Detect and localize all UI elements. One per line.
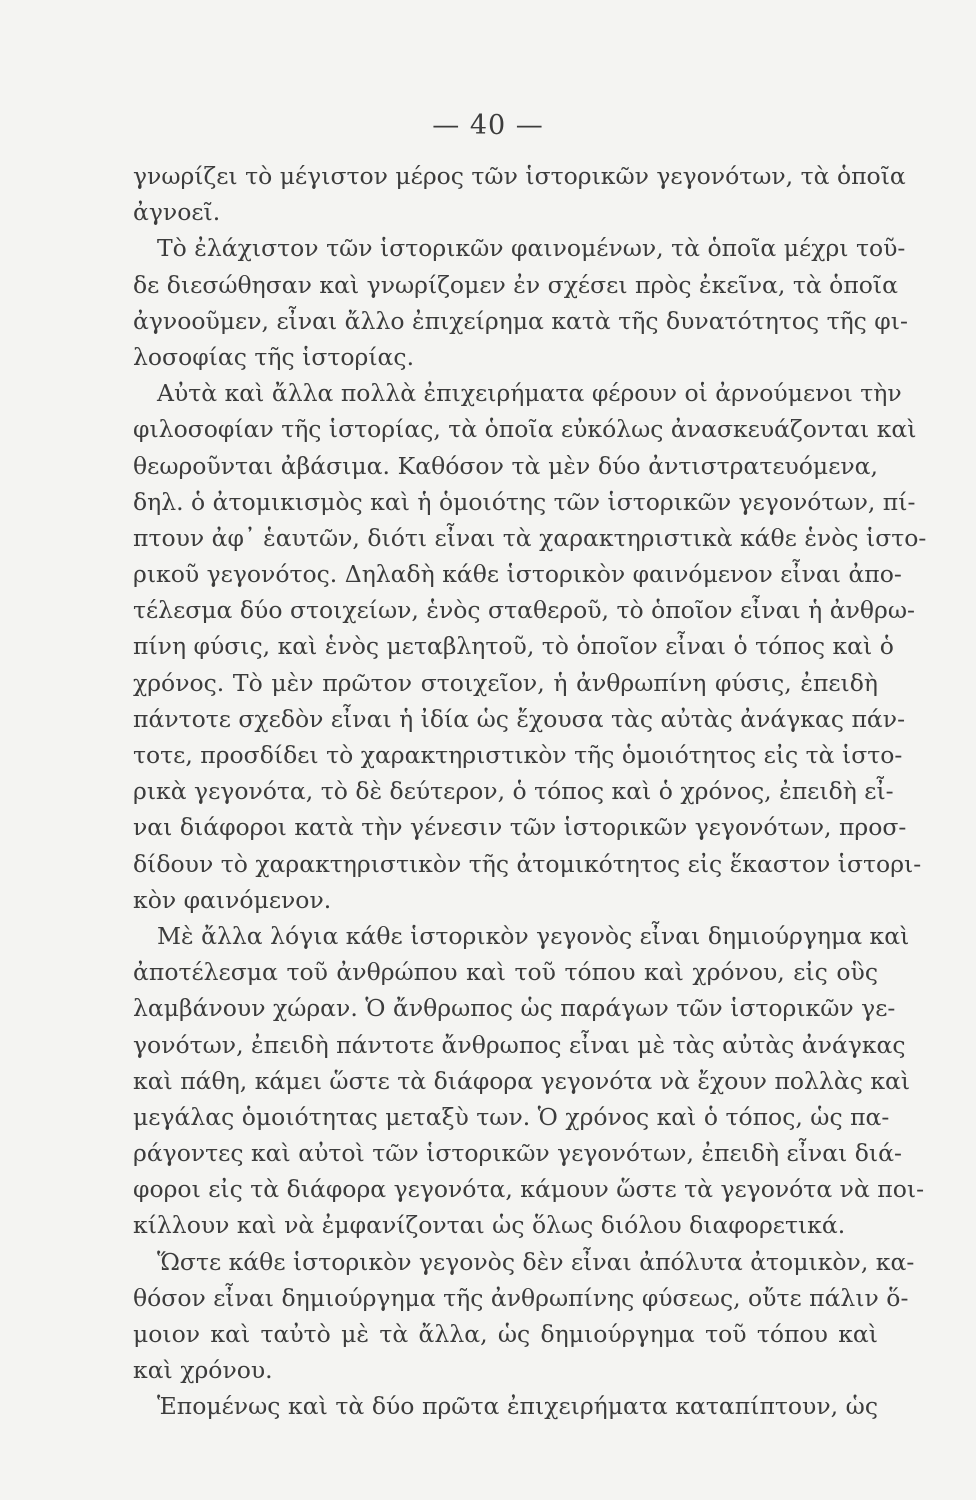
text-line: μοιον καὶ ταὐτὸ μὲ τὰ ἄλλα, ὡς δημιούργημα τοῦ τόπου καὶ	[133, 1320, 878, 1348]
text-line: θόσον εἶναι δημιούργημα τῆς ἀνθρωπίνης φύσεως, οὔτε πάλιν ὅ-	[133, 1283, 909, 1312]
text-line: ράγοντες καὶ αὐτοὶ τῶν ἱστορικῶν γεγονότων, ἐπειδὴ εἶναι διά-	[133, 1139, 902, 1168]
text-line: ἀγνοεῖ.	[133, 198, 221, 227]
body-text	[133, 158, 927, 1425]
text-line: θεωροῦνται ἀβάσιμα. Καθόσον τὰ μὲν δύο ἀντιστρατευόμενα,	[133, 451, 878, 480]
text-line: καὶ χρόνου.	[133, 1356, 273, 1385]
text-line: Τὸ ἐλάχιστον τῶν ἱστορικῶν φαινομένων, τὰ ὁποῖα μέχρι τοῦ-	[157, 234, 906, 263]
text-line: φιλοσοφίαν τῆς ἱστορίας, τὰ ὁποῖα εὐκόλως ἀνασκευάζονται καὶ	[133, 415, 917, 444]
text-line: ναι διάφοροι κατὰ τὴν γένεσιν τῶν ἱστορικῶν γεγονότων, προσ-	[133, 813, 907, 842]
text-line: δε διεσώθησαν καὶ γνωρίζομεν ἐν σχέσει πρὸς ἐκεῖνα, τὰ ὁποῖα	[133, 270, 898, 299]
text-line: ρικοῦ γεγονότος. Δηλαδὴ κάθε ἱστορικὸν φαινόμενον εἶναι ἀπο-	[133, 560, 902, 589]
text-line: ρικὰ γεγονότα, τὸ δὲ δεύτερον, ὁ τόπος καὶ ὁ χρόνος, ἐπειδὴ εἶ-	[133, 777, 894, 806]
text-line: λοσοφίας τῆς ἱστορίας.	[133, 342, 415, 371]
text-line: κίλλουν καὶ νὰ ἐμφανίζονται ὡς ὅλως διόλου διαφορετικά.	[133, 1211, 846, 1240]
text-line: καὶ πάθη, κάμει ὥστε τὰ διάφορα γεγονότα νὰ ἔχουν πολλὰς καὶ	[133, 1066, 911, 1095]
text-line: λαμβάνουν χώραν. Ὁ ἄνθρωπος ὡς παράγων τῶν ἱστορικῶν γε-	[133, 994, 896, 1023]
text-line: Ὥστε κάθε ἱστορικὸν γεγονὸς δὲν εἶναι ἀπόλυτα ἀτομικὸν, κα-	[157, 1247, 915, 1276]
text-line: πίνη φύσις, καὶ ἑνὸς μεταβλητοῦ, τὸ ὁποῖον εἶναι ὁ τόπος καὶ ὁ	[133, 632, 894, 661]
page-number: — 40 —	[432, 110, 544, 141]
text-line: γνωρίζει τὸ μέγιστον μέρος τῶν ἱστορικῶν γεγονότων, τὰ ὁποῖα	[133, 162, 906, 190]
text-line: Μὲ ἄλλα λόγια κάθε ἱστορικὸν γεγονὸς εἶναι δημιούργημα καὶ	[157, 921, 910, 950]
text-line: μεγάλας ὁμοιότητας μεταξὺ των. Ὁ χρόνος καὶ ὁ τόπος, ὡς πα-	[133, 1102, 890, 1131]
text-line: δηλ. ὁ ἀτομικισμὸς καὶ ἡ ὁμοιότης τῶν ἱστορικῶν γεγονότων, πί-	[133, 487, 916, 516]
text-line: τέλεσμα δύο στοιχείων, ἑνὸς σταθεροῦ, τὸ ὁποῖον εἶναι ἡ ἀνθρω-	[133, 596, 915, 625]
text-line: φοροι εἰς τὰ διάφορα γεγονότα, κάμουν ὥστε τὰ γεγονότα νὰ ποι-	[133, 1175, 925, 1204]
text-line: γονότων, ἐπειδὴ πάντοτε ἄνθρωπος εἶναι μὲ τὰς αὐτὰς ἀνάγκας	[133, 1030, 906, 1059]
text-line: τοτε, προσδίδει τὸ χαρακτηριστικὸν τῆς ὁμοιότητος εἰς τὰ ἱστο-	[133, 741, 903, 769]
text-line: πτουν ἀφ᾽ ἑαυτῶν, διότι εἶναι τὰ χαρακτηριστικὰ κάθε ἑνὸς ἱστο-	[133, 523, 927, 552]
text-line: χρόνος. Τὸ μὲν πρῶτον στοιχεῖον, ἡ ἀνθρωπίνη φύσις, ἐπειδὴ	[133, 668, 878, 697]
text-line: Ἑπομένως καὶ τὰ δύο πρῶτα ἐπιχειρήματα καταπίπτουν, ὡς	[157, 1392, 878, 1421]
text-line: Αὐτὰ καὶ ἄλλα πολλὰ ἐπιχειρήματα φέρουν οἱ ἀρνούμενοι τὴν	[157, 379, 902, 408]
text-line: ἀγνοοῦμεν, εἶναι ἄλλο ἐπιχείρημα κατὰ τῆς δυνατότητος τῆς φι-	[133, 306, 908, 335]
text-line: πάντοτε σχεδὸν εἶναι ἡ ἰδία ὡς ἔχουσα τὰς αὐτὰς ἀνάγκας πάν-	[133, 704, 906, 733]
text-line: κὸν φαινόμενον.	[133, 885, 332, 914]
text-line: ἀποτέλεσμα τοῦ ἀνθρώπου καὶ τοῦ τόπου καὶ χρόνου, εἰς οὓς	[133, 958, 878, 987]
text-line: δίδουν τὸ χαρακτηριστικὸν τῆς ἀτομικότητος εἰς ἕκαστον ἱστορι-	[133, 849, 922, 878]
